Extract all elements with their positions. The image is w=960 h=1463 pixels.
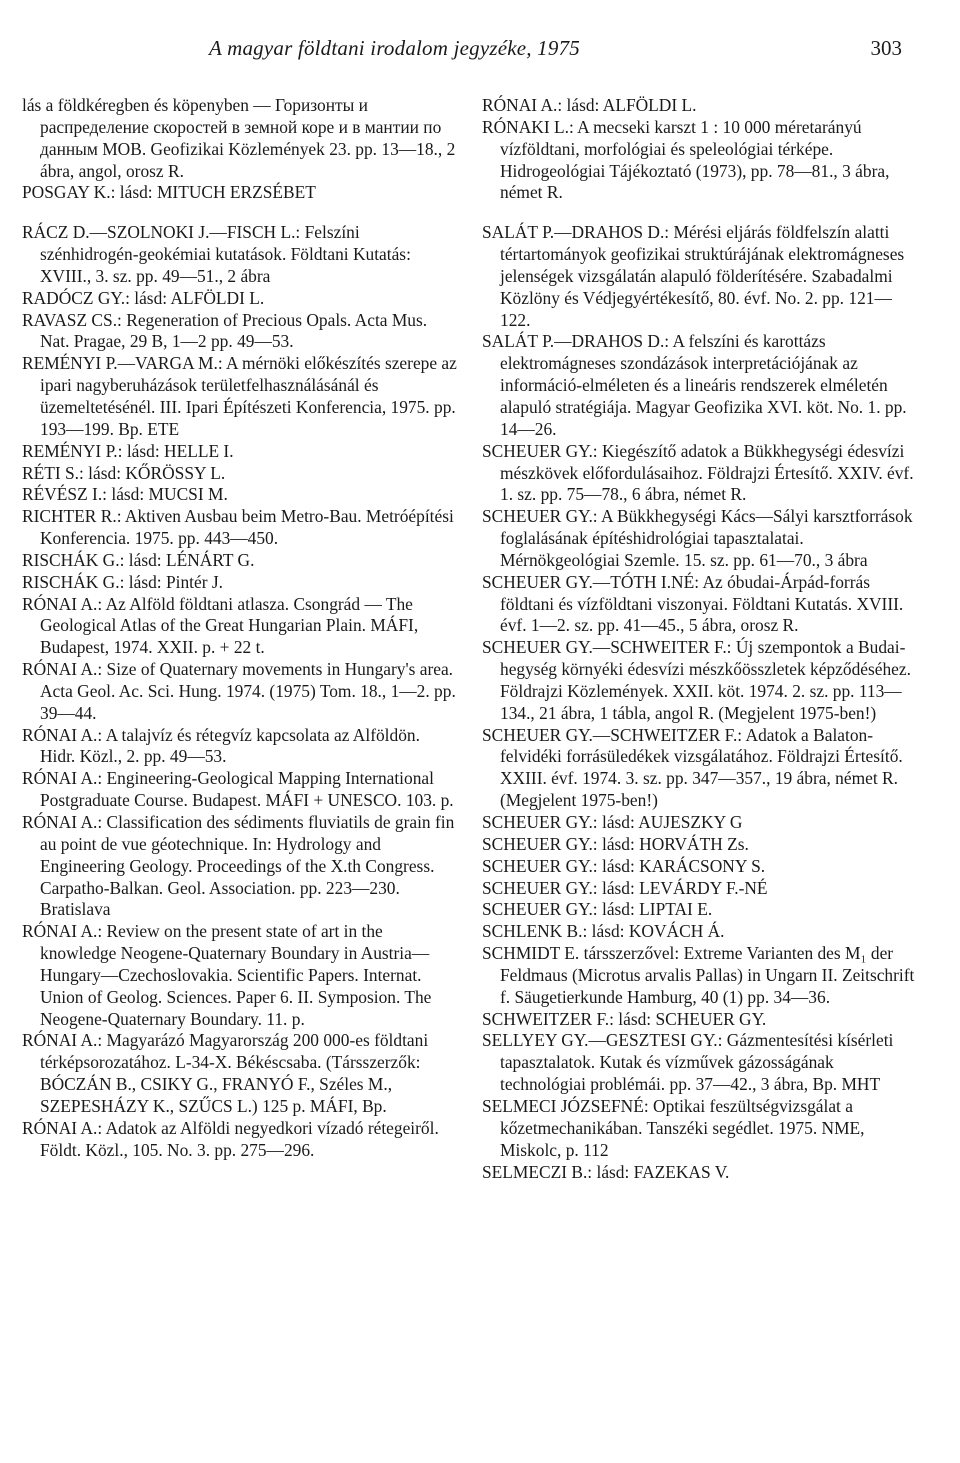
bibliography-entry: SCHEUER GY.—TÓTH I.NÉ: Az óbudai-Árpád-forrás földtani és vízföldtani viszonyai. Földtani Kutatás. XVIII. évf. 1—2. sz. pp. 41—45., 5 ábra, orosz R. (482, 571, 904, 636)
bibliography-entry: RÓNAI A.: A talajvíz és rétegvíz kapcsolata az Alföldön. Hidr. Közl., 2. pp. 49—53. (22, 724, 420, 767)
bibliography-entry: RÓNAKI L.: A mecseki karszt 1 : 10 000 méretarányú vízföldtani, morfológiai és speleológiai térképe. Hidrogeológiai Tájékoztató (1973), pp. 78—81., 3 ábra, német R. (482, 116, 890, 203)
bibliography-entry: RÓNAI A.: Adatok az Alföldi negyedkori vízadó rétegeiről. Földt. Közl., 105. No. 3. pp. 275—296. (22, 1117, 439, 1160)
bibliography-entry: SALÁT P.—DRAHOS D.: A felszíni és karottázs elektromágneses szondázások interpretációjának az információ-elméleten és a lineáris rendszerek elméletén alapuló stratégiája. Magyar Geofizika XVI. köt. No. 1. pp. 14—26. (482, 331, 907, 439)
bibliography-entry: RISCHÁK G.: lásd: Pintér J. (22, 571, 223, 592)
bibliography-entry: RISCHÁK G.: lásd: LÉNÁRT G. (22, 549, 255, 570)
bibliography-entry: RÓNAI A.: Magyarázó Magyarország 200 000-es földtani térképsorozatához. L-34-X. Békéscsaba. (Társszerzők: BÓCZÁN B., CSIKY G., FRANYÓ F., Széles M., SZEPESHÁZY K., SZŰCS L.) 125 p. MÁFI, Bp. (22, 1030, 429, 1116)
bibliography-entry: SELMECI JÓZSEFNÉ: Optikai feszültségvizsgálat a kőzetmechanikában. Tanszéki segédlet. 1975. NME, Miskolc, p. 112 (482, 1095, 865, 1160)
bibliography-entry: SELMECZI B.: lásd: FAZEKAS V. (482, 1161, 730, 1182)
bibliography-entry: SCHEUER GY.: lásd: LEVÁRDY F.-NÉ (482, 877, 768, 898)
bibliography-entry: RICHTER R.: Aktiven Ausbau beim Metro-Bau. Metróépítési Konferencia. 1975. pp. 443—450. (22, 506, 454, 549)
bibliography-entry: SCHEUER GY.: lásd: HORVÁTH Zs. (482, 833, 749, 854)
bibliography-entry: SALÁT P.—DRAHOS D.: Mérési eljárás földfelszín alatti tértartományok geofizikai struktúrájának elektromágneses jelenségek vizsgálatán alapuló földerítésére. Szabadalmi Közlöny és Védjegyértékesítő, 80. évf. No. 2. pp. 121—122. (482, 222, 905, 330)
bibliography-entry: RÓNAI A.: lásd: ALFÖLDI L. (482, 95, 697, 115)
left-column (22, 95, 458, 1162)
bibliography-entry: RÉVÉSZ I.: lásd: MUCSI M. (22, 484, 228, 505)
running-title: A magyar földtani irodalom jegyzéke, 1975 (209, 36, 580, 60)
bibliography-entry: REMÉNYI P.—VARGA M.: A mérnöki előkészítés szerepe az ipari nagyberuházások területfelhasználásánál és üzemeltetésénél. III. Ipari Építészeti Konferencia, 1975. pp. 193—199. Bp. ETE (22, 353, 457, 439)
bibliography-entry: RÓNAI A.: Classification des sédiments fluviatils de grain fin au point de vue géotechnique. In: Hydrology and Engineering Geology. Proceedings of the X.th Congress. Carpatho-Balkan. Geol. Association. pp. 223—230. Bratislava (22, 812, 455, 920)
bibliography-entry: SCHEUER GY.: lásd: KARÁCSONY S. (482, 855, 766, 876)
right-column (482, 95, 922, 1183)
bibliography-entry: SCHEUER GY.—SCHWEITER F.: Új szempontok a Budai-hegység környéki édesvízi mészkőösszletek képződéséhez. Földrajzi Közlemények. XXII. köt. 1974. 2. sz. pp. 113—134., 21 ábra, 1 tábla, angol R. (Megjelent 1975-ben!) (482, 637, 911, 723)
bibliography-entry: SCHMIDT E. társszerzővel: Extreme Varianten des M₁ der Feldmaus (Microtus arvalis Pallas) in Ungarn II. Zeitschrift f. Säugetierkunde Hamburg, 40 (1) pp. 34—36. (482, 943, 915, 1007)
bibliography-entry: SCHEUER GY.: lásd: AUJESZKY G (482, 812, 743, 832)
bibliography-entry: SCHEUER GY.: lásd: LIPTAI E. (482, 899, 713, 920)
bibliography-entry: REMÉNYI P.: lásd: HELLE I. (22, 440, 234, 461)
page-number: 303 (870, 36, 902, 60)
bibliography-entry: RAVASZ CS.: Regeneration of Precious Opals. Acta Mus. Nat. Pragae, 29 B, 1—2 pp. 49—53. (22, 309, 428, 352)
bibliography-entry: SCHEUER GY.: A Bükkhegységi Kács—Sályi karsztforrások foglalásának építéshidrológiai tapasztalatai. Mérnökgeológiai Szemle. 15. sz. pp. 61—70., 3 ábra (482, 506, 913, 570)
bibliography-entry: RADÓCZ GY.: lásd: ALFÖLDI L. (22, 287, 265, 308)
bibliography-entry: RÁCZ D.—SZOLNOKI J.—FISCH L.: Felszíni szénhidrogén-geokémiai kutatások. Földtani Kutatás: XVIII., 3. sz. pp. 49—51., 2 ábra (22, 222, 411, 286)
bibliography-entry: SCHEUER GY.: Kiegészítő adatok a Bükkhegységi édesvízi mészkövek előfordulásaihoz. Földrajzi Értesítő. XXIV. évf. 1. sz. pp. 75—78., 6 ábra, német R. (482, 440, 914, 505)
bibliography-entry: RÓNAI A.: Review on the present state of art in the knowledge Neogene-Quaternary Boundary in Austria—Hungary—Czechoslovakia. Scientific Papers. Internat. Union of Geolog. Sciences. Paper 6. II. Symposion. The Neogene-Quaternary Boundary. 11. p. (22, 921, 432, 1029)
bibliography-entry: RÓNAI A.: Size of Quaternary movements in Hungary's area. Acta Geol. Ac. Sci. Hung. 1974. (1975) Tom. 18., 1—2. pp. 39—44. (22, 659, 456, 723)
running-header (0, 36, 960, 76)
bibliography-entry: SCHWEITZER F.: lásd: SCHEUER GY. (482, 1008, 767, 1029)
bibliography-entry: RÓNAI A.: Engineering-Geological Mapping International Postgraduate Course. Budapest. MÁFI + UNESCO. 103. p. (22, 768, 454, 811)
bibliography-entry: RÉTI S.: lásd: KŐRÖSSY L. (22, 462, 226, 483)
bibliography-entry: SCHLENK B.: lásd: KOVÁCH Á. (482, 921, 725, 942)
bibliography-entry: lás a földkéregben és köpenyben — Горизонты и распределение скоростей в земной коре и в мантии по данным MOB. Geofizikai Közlemények 23. pp. 13—18., 2 ábra, angol, orosz R. (22, 95, 456, 181)
bibliography-entry: SELLYEY GY.—GESZTESI GY.: Gázmentesítési kísérleti tapasztalatok. Kutak és vízművek gázosságának technológiai problémái. pp. 37—42., 3 ábra, Bp. MHT (482, 1030, 894, 1095)
bibliography-entry: SCHEUER GY.—SCHWEITZER F.: Adatok a Balaton-felvidéki forrásüledékek vizsgálatához. Földrajzi Értesítő. XXIII. évf. 1974. 3. sz. pp. 347—357., 19 ábra, német R. (Megjelent 1975-ben!) (482, 724, 903, 811)
bibliography-entry: POSGAY K.: lásd: MITUCH ERZSÉBET (22, 182, 316, 203)
bibliography-entry: RÓNAI A.: Az Alföld földtani atlasza. Csongrád — The Geological Atlas of the Great Hungarian Plain. MÁFI, Budapest, 1974. XXII. p. + 22 t. (22, 593, 419, 658)
